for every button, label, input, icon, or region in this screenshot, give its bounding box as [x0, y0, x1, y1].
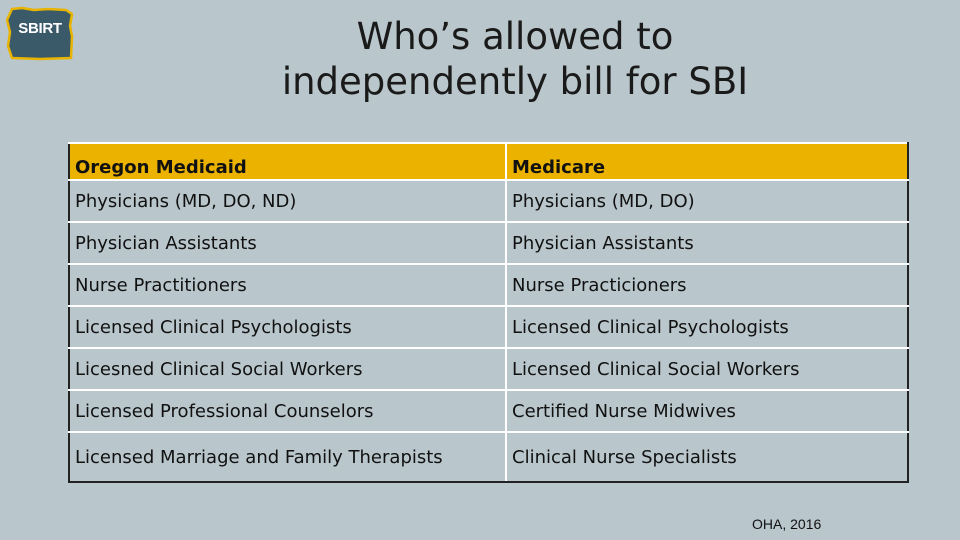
table-cell: Physicians (MD, DO, ND): [69, 180, 506, 222]
table-cell: Licesned Clinical Social Workers: [69, 348, 506, 390]
table-row: [69, 264, 908, 306]
table-row: [69, 222, 908, 264]
table-row: [69, 348, 908, 390]
table-cell: Physician Assistants: [69, 222, 506, 264]
header-oregon-medicaid: Oregon Medicaid: [69, 143, 506, 180]
table-cell: Licensed Marriage and Family Therapists: [69, 432, 506, 482]
source-citation: OHA, 2016: [752, 516, 822, 532]
table-header-row: [69, 143, 908, 180]
table-cell: Physician Assistants: [506, 222, 908, 264]
table-cell: Physicians (MD, DO): [506, 180, 908, 222]
table-row: [69, 306, 908, 348]
title-line-2: independently bill for SBI: [281, 60, 749, 103]
table-row: [69, 390, 908, 432]
table-cell: Nurse Practitioners: [69, 264, 506, 306]
title-line-1: Who’s allowed to: [356, 15, 674, 58]
billing-providers-table: [68, 142, 909, 483]
table-cell: Licensed Clinical Social Workers: [506, 348, 908, 390]
table-cell: Clinical Nurse Specialists: [506, 432, 908, 482]
header-medicare: Medicare: [506, 143, 908, 180]
page-title: [200, 14, 830, 104]
table-row: [69, 180, 908, 222]
table-cell: Certified Nurse Midwives: [506, 390, 908, 432]
table-row: [69, 432, 908, 482]
sbirt-logo: [4, 6, 76, 62]
table-cell: Licensed Clinical Psychologists: [69, 306, 506, 348]
table-cell: Licensed Professional Counselors: [69, 390, 506, 432]
table-cell: Nurse Practicioners: [506, 264, 908, 306]
logo-text: SBIRT: [18, 20, 62, 37]
table-cell: Licensed Clinical Psychologists: [506, 306, 908, 348]
